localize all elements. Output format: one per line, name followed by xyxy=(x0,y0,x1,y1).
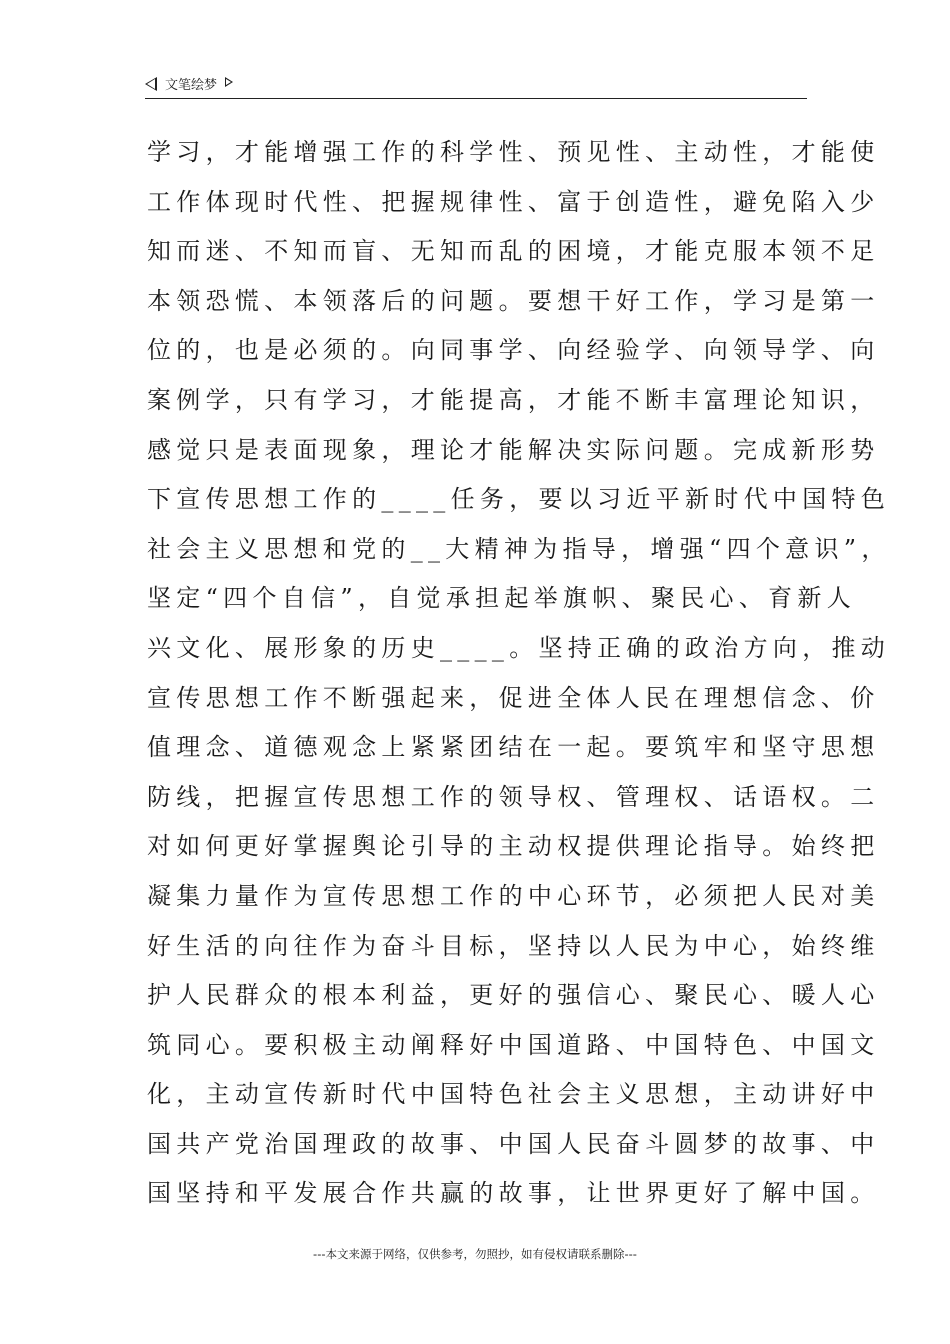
body-line: 下宣传思想工作的____任务，要以习近平新时代中国特色 xyxy=(147,485,891,514)
body-line: 护人民群众的根本利益，更好的强信心、聚民心、暖人心 xyxy=(147,981,880,1010)
body-line: 化，主动宣传新时代中国特色社会主义思想，主动讲好中 xyxy=(147,1080,880,1109)
body-line: 凝集力量作为宣传思想工作的中心环节，必须把人民对美 xyxy=(147,881,880,910)
header-title: 文笔绘梦 xyxy=(165,78,218,93)
body-line: 位的，也是必须的。向同事学、向经验学、向领导学、向 xyxy=(147,336,880,365)
body-line: 对如何更好掌握舆论引导的主动权提供理论指导。始终把 xyxy=(147,832,880,861)
body-line: 宣传思想工作不断强起来，促进全体人民在理想信念、价 xyxy=(147,683,880,712)
body-line: 值理念、道德观念上紧紧团结在一起。要筑牢和坚守思想 xyxy=(147,733,880,762)
page-footer: ---本文来源于网络，仅供参考，勿照抄，如有侵权请联系删除--- xyxy=(313,1247,637,1261)
body-line: 工作体现时代性、把握规律性、富于创造性，避免陷入少 xyxy=(147,187,880,216)
body-line: 国坚持和平发展合作共赢的故事，让世界更好了解中国。 xyxy=(147,1179,880,1208)
body-line: 防线，把握宣传思想工作的领导权、管理权、话语权。二 xyxy=(147,782,880,811)
triangle-right-icon xyxy=(225,77,233,87)
body-line: 社会主义思想和党的__大精神为指导，增强“四个意识”， xyxy=(147,534,891,563)
header-brand xyxy=(145,74,233,93)
body-line: 国共产党治国理政的故事、中国人民奋斗圆梦的故事、中 xyxy=(147,1129,880,1158)
body-line: 兴文化、展形象的历史____。坚持正确的政治方向，推动 xyxy=(147,633,891,662)
body-line: 筑同心。要积极主动阐释好中国道路、中国特色、中国文 xyxy=(147,1030,880,1059)
triangle-left-icon xyxy=(145,77,157,91)
body-line: 案例学，只有学习，才能提高，才能不断丰富理论知识， xyxy=(147,385,880,414)
body-line: 坚定“四个自信”，自觉承担起举旗帜、聚民心、育新人 xyxy=(147,584,857,613)
body-line: 感觉只是表面现象，理论才能解决实际问题。完成新形势 xyxy=(147,435,880,464)
page-header xyxy=(145,70,807,99)
body-line: 学习，才能增强工作的科学性、预见性、主动性，才能使 xyxy=(147,138,880,166)
body-line: 知而迷、不知而盲、无知而乱的困境，才能克服本领不足 xyxy=(147,237,880,266)
body-line: 本领恐慌、本领落后的问题。要想干好工作，学习是第一 xyxy=(147,286,880,315)
document-body xyxy=(147,128,891,1219)
body-line: 好生活的向往作为奋斗目标，坚持以人民为中心，始终维 xyxy=(147,931,880,960)
